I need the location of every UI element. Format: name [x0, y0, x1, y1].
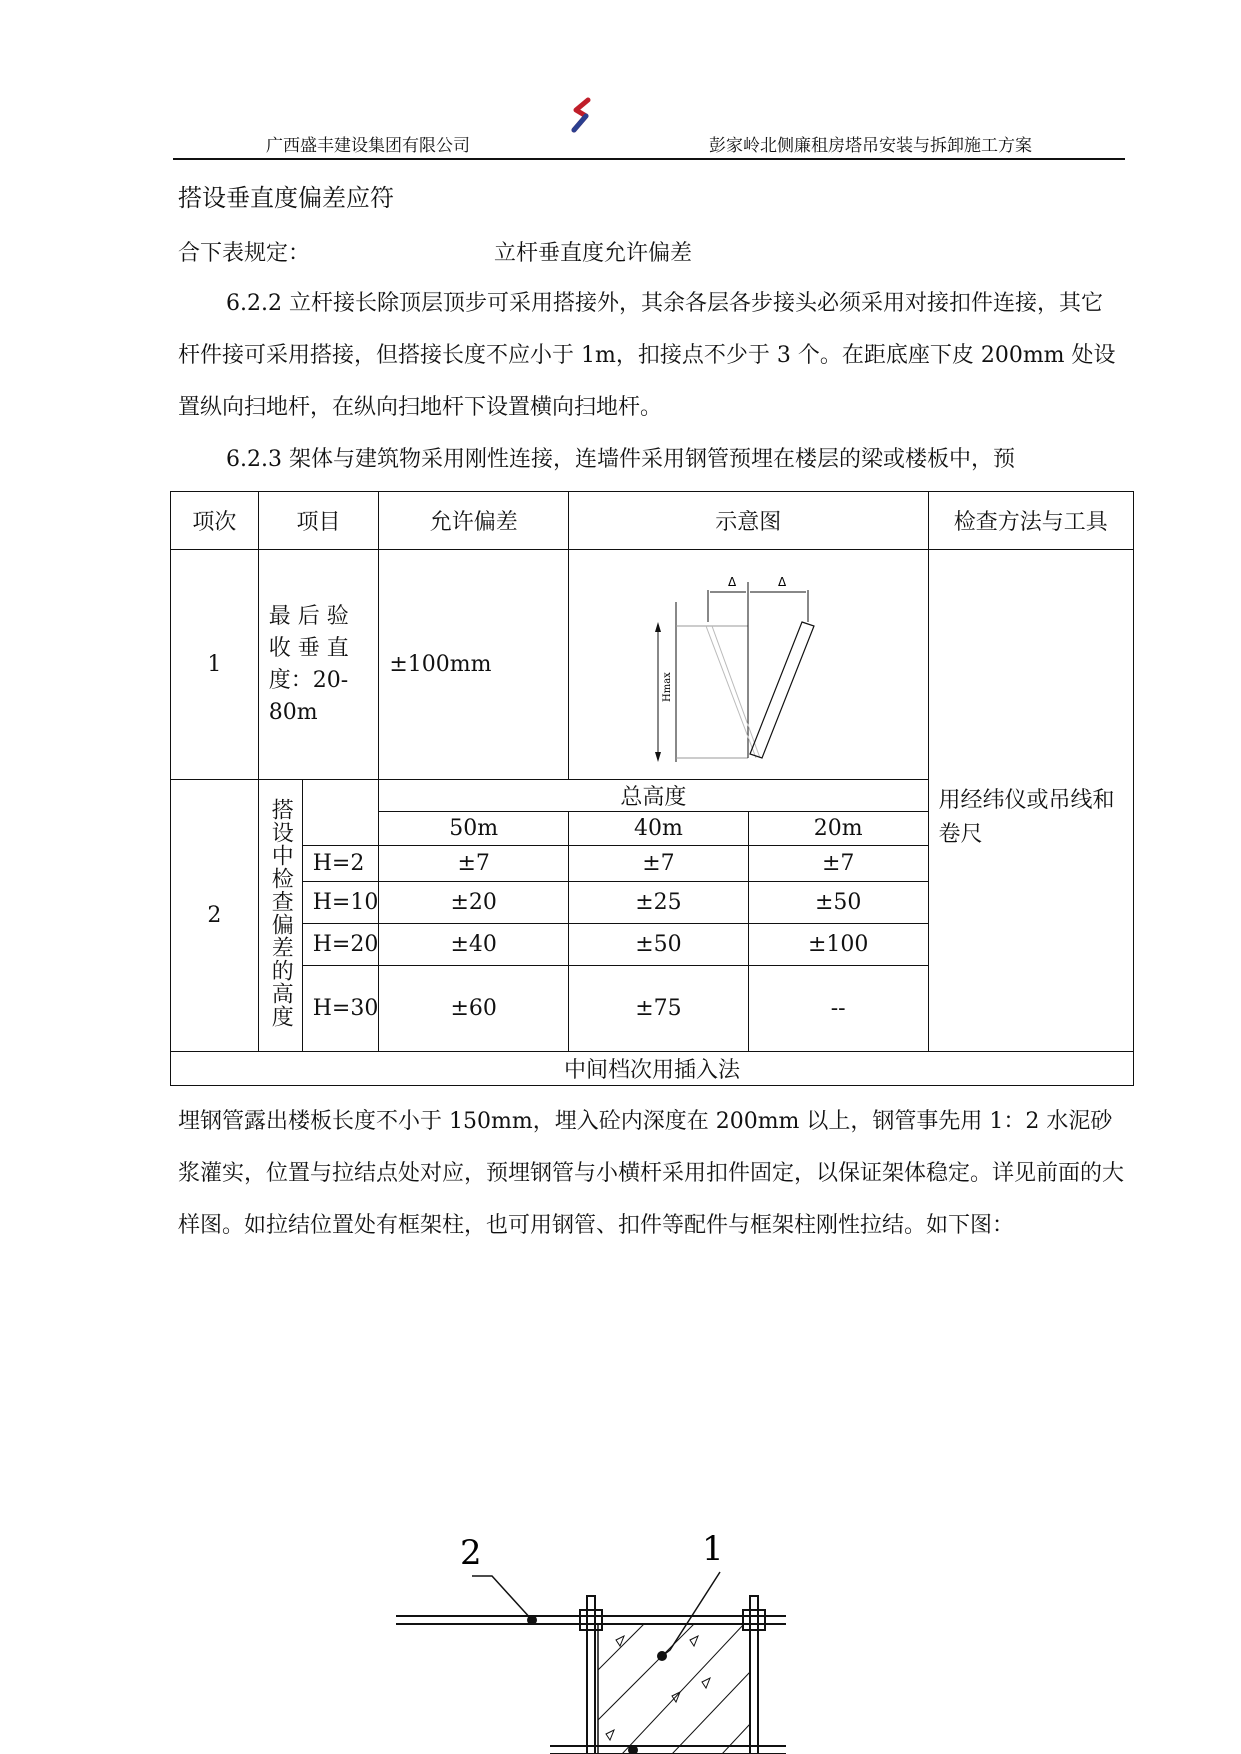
table-cell: ±7 — [748, 846, 928, 882]
table-cell: ±75 — [569, 966, 749, 1052]
check-method: 用经纬仪或吊线和卷尺 — [928, 550, 1133, 1052]
height-label: H=10 — [302, 882, 379, 924]
delta-label-2: Δ — [778, 574, 787, 589]
verticality-tolerance-table — [170, 491, 1134, 1086]
height-label: H=20 — [302, 924, 379, 966]
document-title: 彭家岭北侧廉租房塔吊安装与拆卸施工方案 — [709, 136, 1032, 156]
row1-diagram-cell — [569, 550, 928, 780]
row2-blank — [302, 780, 379, 846]
header-item: 项目 — [258, 492, 379, 550]
text-line-1: 搭设垂直度偏差应符 — [178, 184, 394, 212]
table-cell: -- — [748, 966, 928, 1052]
height-label: H=30 — [302, 966, 379, 1052]
paragraph-text: 6.2.2 立杆接长除顶层顶步可采用搭接外，其余各层各步接头必须采用对接扣件连接，其它杆件接可采用搭接，但搭接长度不应小于 1m，扣接点不少于 3 个。在距底座下皮 200mm 处设置纵向扫地杆，在纵向扫地杆下设置横向扫地杆。 — [178, 291, 1116, 420]
table-cell: ±50 — [569, 924, 749, 966]
paragraph-continued — [178, 1096, 1124, 1252]
header-method: 检查方法与工具 — [928, 492, 1133, 550]
company-name: 广西盛丰建设集团有限公司 — [266, 136, 470, 156]
header-no: 项次 — [171, 492, 259, 550]
verticality-diagram — [648, 562, 848, 762]
paragraph-text: 埋钢管露出楼板长度不小于 150mm，埋入砼内深度在 200mm 以上，钢管事先用 1：2 水泥砂浆灌实，位置与拉结点处对应，预埋钢管与小横杆采用扣件固定，以保证架体稳定。详见前面的大样图。如拉结位置处有框架柱，也可用钢管、扣件等配件与框架柱刚性拉结。如下图： — [178, 1109, 1125, 1238]
row2-no: 2 — [171, 780, 259, 1052]
paragraph-text: 6.2.3 架体与建筑物采用刚性连接，连墙件采用钢管预埋在楼层的梁或楼板中，预 — [226, 447, 1015, 472]
table-cell: ±7 — [379, 846, 569, 882]
paragraph-6-2-3 — [178, 434, 1124, 486]
table-footer: 中间档次用插入法 — [171, 1052, 1134, 1086]
row1-item: 最 后 验 收 垂 直 度：20-80m — [258, 550, 379, 780]
col-50m: 50m — [379, 812, 569, 846]
table-cell: ±100 — [748, 924, 928, 966]
column-tie-diagram — [390, 1520, 810, 1754]
table-cell: ±60 — [379, 966, 569, 1052]
row2-item-cell — [258, 780, 302, 1052]
label-2: 2 — [460, 1533, 482, 1573]
table-cell: ±7 — [569, 846, 749, 882]
table-cell: ±20 — [379, 882, 569, 924]
col-40m: 40m — [569, 812, 749, 846]
table-cell: ±25 — [569, 882, 749, 924]
table-caption: 立杆垂直度允许偏差 — [494, 241, 693, 266]
total-height-header: 总高度 — [379, 780, 928, 812]
row2-item-vertical: 搭设中检查偏差的高度 — [268, 797, 294, 1028]
paragraph-6-2-2 — [178, 278, 1124, 434]
delta-label-1: Δ — [728, 574, 737, 589]
col-20m: 20m — [748, 812, 928, 846]
label-1: 1 — [702, 1529, 724, 1569]
row1-no: 1 — [171, 550, 259, 780]
page-header — [173, 96, 1125, 160]
table-cell: ±40 — [379, 924, 569, 966]
hmax-label: Hmax — [662, 671, 674, 702]
header-diagram: 示意图 — [569, 492, 928, 550]
table-cell: ±50 — [748, 882, 928, 924]
company-logo-s-icon — [566, 96, 596, 134]
text-line-2-left: 合下表规定： — [178, 241, 311, 266]
header-tolerance: 允许偏差 — [379, 492, 569, 550]
height-label: H=2 — [302, 846, 379, 882]
row1-tolerance: ±100mm — [379, 550, 569, 780]
